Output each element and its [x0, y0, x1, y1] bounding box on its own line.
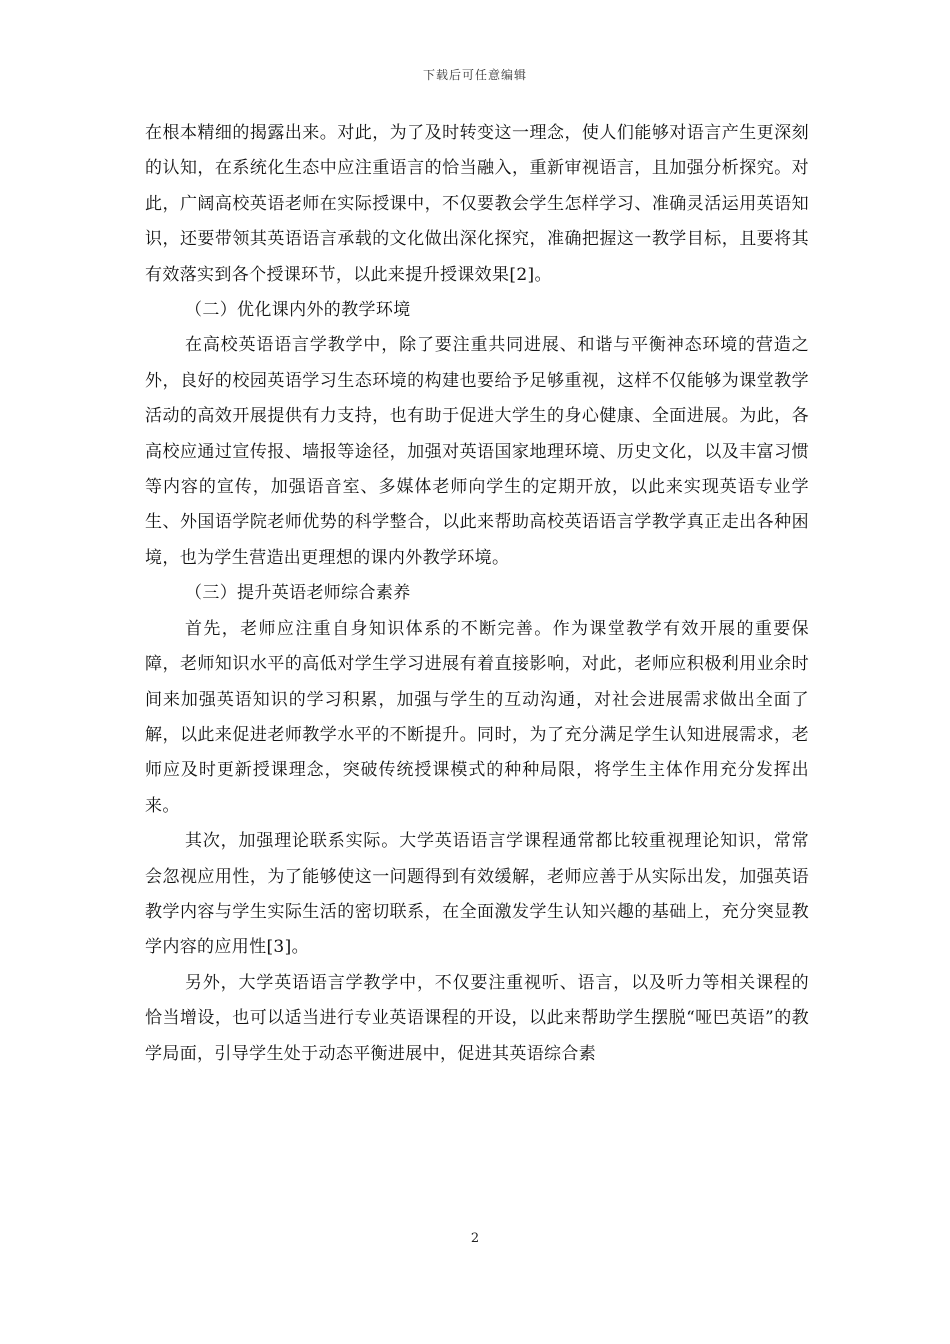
page-number: 2: [470, 1231, 480, 1246]
document-body: [145, 116, 809, 1072]
page-header: 下载后可任意编辑: [422, 68, 527, 82]
paragraph-teacher-knowledge: 首先，老师应注重自身知识体系的不断完善。作为课堂教学有效开展的重要保障，老师知识水平的高低对学生学习进展有着直接影响，对此，老师应积极利用业余时间来加强英语知识的学习积累，加强与学生的互动沟通，对社会进展需求做出全面了解，以此来促进老师教学水平的不断提升。同时，为了充分满足学生认知进展需求，老师应及时更新授课理念，突破传统授课模式的种种局限，将学生主体作用充分发挥出来。: [145, 618, 809, 816]
paragraph-theory-practice: 其次，加强理论联系实际。大学英语语言学课程通常都比较重视理论知识，常常会忽视应用性，为了能够使这一问题得到有效缓解，老师应善于从实际出发，加强英语教学内容与学生实际生活的密切联系，在全面激发学生认知兴趣的基础上，充分突显教学内容的应用性[3]。: [145, 831, 809, 958]
section-heading-3: （三）提升英语老师综合素养: [185, 583, 411, 604]
section-heading-2: （二）优化课内外的教学环境: [185, 300, 411, 321]
paragraph-environment: 在高校英语语言学教学中，除了要注重共同进展、和谐与平衡神态环境的营造之外，良好的校园英语学习生态环境的构建也要给予足够重视，这样不仅能够为课堂教学活动的高效开展提供有力支持，也有助于促进大学生的身心健康、全面进展。为此，各高校应通过宣传报、墙报等途径，加强对英语国家地理环境、历史文化，以及丰富习惯等内容的宣传，加强语音室、多媒体老师向学生的定期开放，以此来实现英语专业学生、外国语学院老师优势的科学整合，以此来帮助高校英语语言学教学真正走出各种困境，也为学生营造出更理想的课内外教学环境。: [145, 335, 809, 568]
paragraph-continuation: 在根本精细的揭露出来。对此，为了及时转变这一理念，使人们能够对语言产生更深刻的认知，在系统化生态中应注重语言的恰当融入，重新审视语言，且加强分析探究。对此，广阔高校英语老师在实际授课中，不仅要教会学生怎样学习、准确灵活运用英语知识，还要带领其英语语言承载的文化做出深化探究，准确把握这一教学目标，且要将其有效落实到各个授课环节，以此来提升授课效果[2]。: [145, 123, 809, 285]
paragraph-additional-courses: 另外，大学英语语言学教学中，不仅要注重视听、语言，以及听力等相关课程的恰当增设，也可以适当进行专业英语课程的开设，以此来帮助学生摆脱“哑巴英语”的教学局面，引导学生处于动态平衡进展中，促进其英语综合素: [145, 972, 809, 1064]
